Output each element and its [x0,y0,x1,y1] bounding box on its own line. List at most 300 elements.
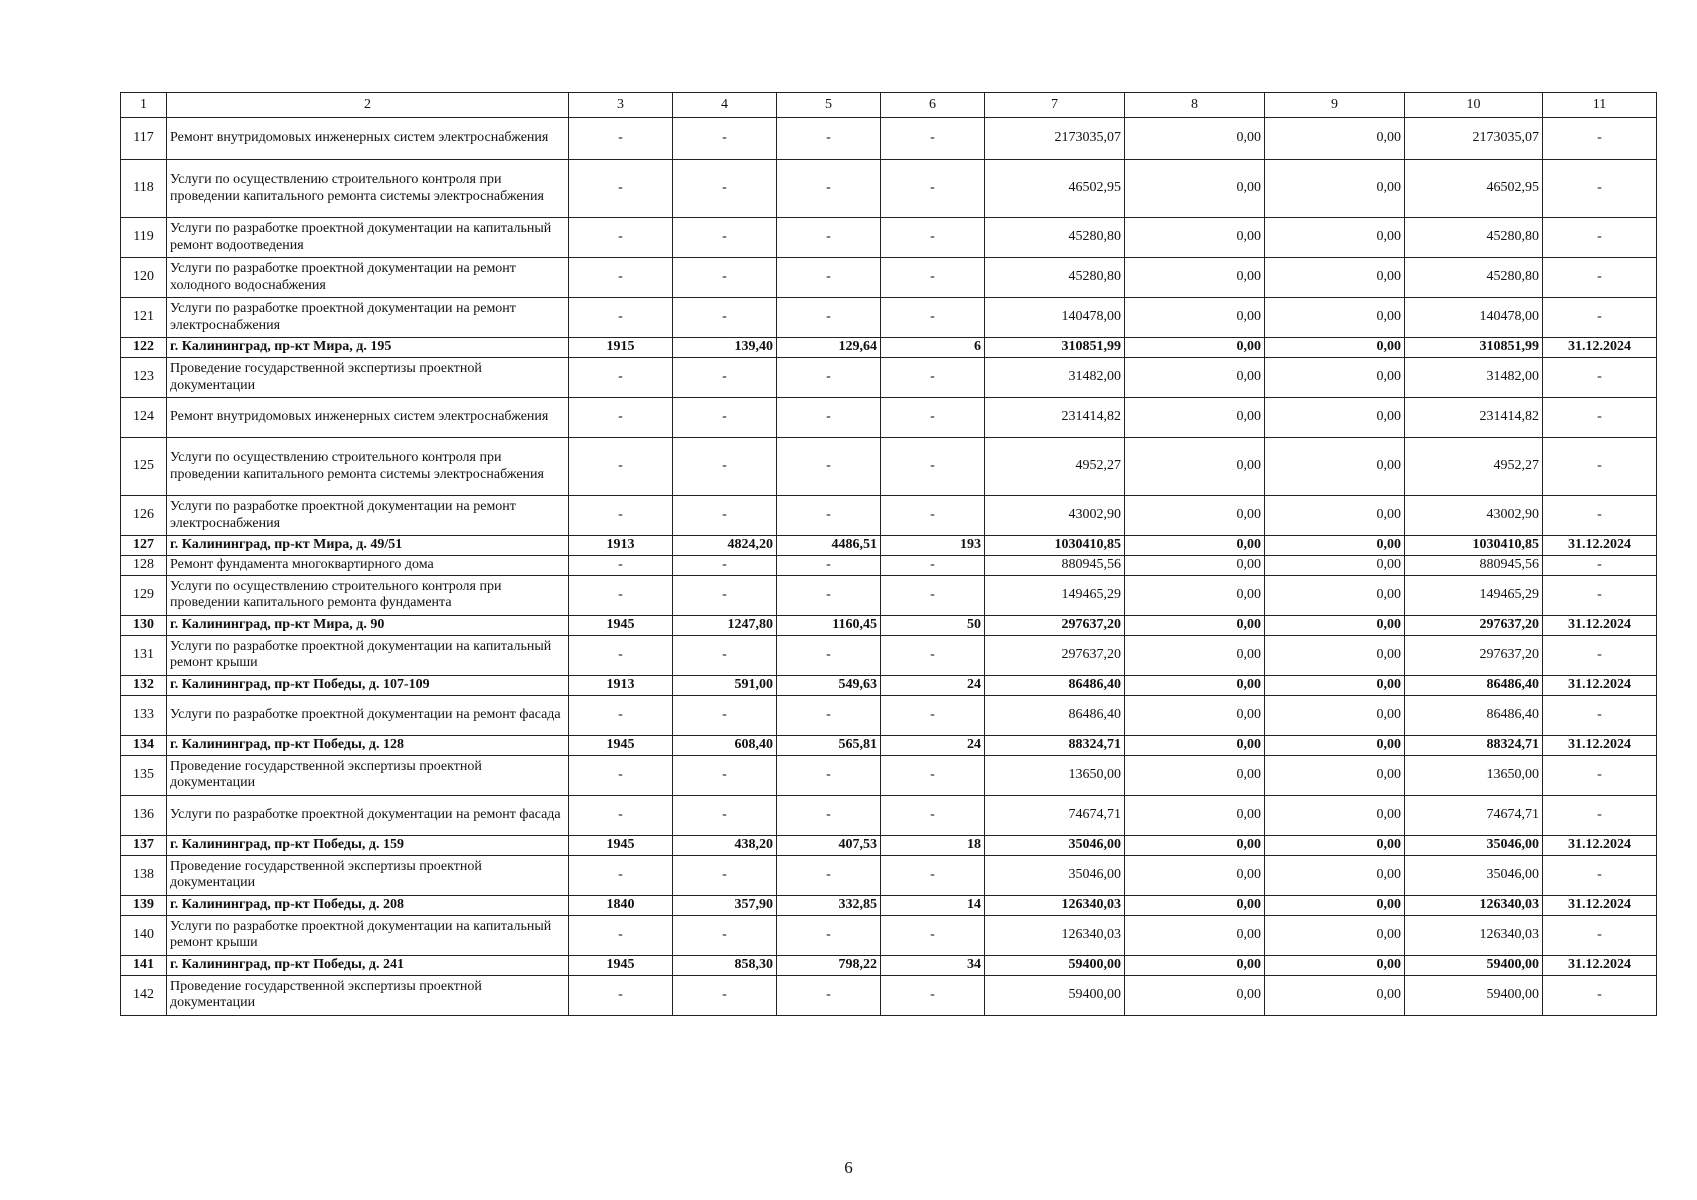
column-header-7: 7 [985,93,1125,118]
work-name-cell: Проведение государственной экспертизы проектной документации [167,358,569,398]
table-row [121,855,1657,895]
budget-cost-cell: 0,00 [1265,338,1405,358]
fund-cost-cell: 0,00 [1125,575,1265,615]
budget-cost-cell: 0,00 [1265,160,1405,218]
row-number-cell: 121 [121,298,167,338]
living-area-cell: 798,22 [777,955,881,975]
deadline-cell: - [1543,118,1657,160]
residents-cell: 34 [881,955,985,975]
budget-cost-cell: 0,00 [1265,755,1405,795]
total-cost-cell: 1030410,85 [985,536,1125,556]
total-area-cell: - [673,160,777,218]
build-year-cell: - [569,160,673,218]
build-year-cell: - [569,635,673,675]
work-name-cell: г. Калининград, пр-кт Победы, д. 128 [167,735,569,755]
budget-cost-cell: 0,00 [1265,398,1405,438]
deadline-cell: 31.12.2024 [1543,835,1657,855]
residents-cell: 18 [881,835,985,855]
deadline-cell: - [1543,438,1657,496]
owners-cost-cell: 45280,80 [1405,218,1543,258]
owners-cost-cell: 310851,99 [1405,338,1543,358]
living-area-cell: - [777,755,881,795]
table-row [121,258,1657,298]
fund-cost-cell: 0,00 [1125,258,1265,298]
build-year-cell: 1945 [569,615,673,635]
total-area-cell: - [673,218,777,258]
work-name-cell: г. Калининград, пр-кт Победы, д. 159 [167,835,569,855]
living-area-cell: - [777,635,881,675]
deadline-cell: - [1543,795,1657,835]
budget-cost-cell: 0,00 [1265,735,1405,755]
work-name-cell: Услуги по разработке проектной документации на ремонт электроснабжения [167,496,569,536]
work-name-cell: Проведение государственной экспертизы проектной документации [167,855,569,895]
living-area-cell: 565,81 [777,735,881,755]
total-cost-cell: 45280,80 [985,258,1125,298]
work-name-cell: Услуги по осуществлению строительного контроля при проведении капитального ремонта системы электроснабжения [167,438,569,496]
total-area-cell: 139,40 [673,338,777,358]
work-name-cell: Услуги по разработке проектной документации на ремонт фасада [167,695,569,735]
living-area-cell: - [777,298,881,338]
column-header-4: 4 [673,93,777,118]
budget-cost-cell: 0,00 [1265,635,1405,675]
table-body [121,93,1657,1016]
living-area-cell: - [777,975,881,1015]
total-cost-cell: 231414,82 [985,398,1125,438]
residents-cell: - [881,575,985,615]
living-area-cell: - [777,575,881,615]
table-row [121,118,1657,160]
residents-cell: - [881,975,985,1015]
work-name-cell: г. Калининград, пр-кт Мира, д. 90 [167,615,569,635]
deadline-cell: - [1543,855,1657,895]
budget-cost-cell: 0,00 [1265,975,1405,1015]
budget-cost-cell: 0,00 [1265,915,1405,955]
deadline-cell: 31.12.2024 [1543,955,1657,975]
row-number-cell: 125 [121,438,167,496]
fund-cost-cell: 0,00 [1125,675,1265,695]
owners-cost-cell: 43002,90 [1405,496,1543,536]
work-name-cell: Ремонт фундамента многоквартирного дома [167,556,569,576]
total-cost-cell: 13650,00 [985,755,1125,795]
build-year-cell: - [569,755,673,795]
total-cost-cell: 31482,00 [985,358,1125,398]
total-cost-cell: 297637,20 [985,615,1125,635]
owners-cost-cell: 297637,20 [1405,635,1543,675]
build-year-cell: - [569,915,673,955]
fund-cost-cell: 0,00 [1125,218,1265,258]
residents-cell: - [881,855,985,895]
living-area-cell: 549,63 [777,675,881,695]
address-row [121,675,1657,695]
deadline-cell: - [1543,258,1657,298]
living-area-cell: 4486,51 [777,536,881,556]
budget-cost-cell: 0,00 [1265,358,1405,398]
budget-cost-cell: 0,00 [1265,795,1405,835]
fund-cost-cell: 0,00 [1125,895,1265,915]
header-row [121,93,1657,118]
build-year-cell: - [569,855,673,895]
address-row [121,735,1657,755]
owners-cost-cell: 140478,00 [1405,298,1543,338]
row-number-cell: 120 [121,258,167,298]
build-year-cell: 1913 [569,675,673,695]
total-cost-cell: 310851,99 [985,338,1125,358]
table-row [121,358,1657,398]
build-year-cell: - [569,218,673,258]
table-row [121,975,1657,1015]
deadline-cell: 31.12.2024 [1543,615,1657,635]
build-year-cell: - [569,556,673,576]
living-area-cell: 332,85 [777,895,881,915]
owners-cost-cell: 88324,71 [1405,735,1543,755]
budget-cost-cell: 0,00 [1265,496,1405,536]
deadline-cell: - [1543,398,1657,438]
residents-cell: - [881,298,985,338]
total-cost-cell: 297637,20 [985,635,1125,675]
deadline-cell: - [1543,496,1657,536]
total-area-cell: 438,20 [673,835,777,855]
total-area-cell: - [673,695,777,735]
total-area-cell: - [673,755,777,795]
owners-cost-cell: 231414,82 [1405,398,1543,438]
fund-cost-cell: 0,00 [1125,438,1265,496]
column-header-10: 10 [1405,93,1543,118]
owners-cost-cell: 149465,29 [1405,575,1543,615]
fund-cost-cell: 0,00 [1125,358,1265,398]
living-area-cell: - [777,358,881,398]
living-area-cell: - [777,258,881,298]
total-area-cell: 1247,80 [673,615,777,635]
build-year-cell: 1945 [569,955,673,975]
row-number-cell: 138 [121,855,167,895]
total-area-cell: - [673,358,777,398]
deadline-cell: - [1543,695,1657,735]
total-cost-cell: 4952,27 [985,438,1125,496]
owners-cost-cell: 13650,00 [1405,755,1543,795]
total-area-cell: 357,90 [673,895,777,915]
owners-cost-cell: 45280,80 [1405,258,1543,298]
total-cost-cell: 149465,29 [985,575,1125,615]
build-year-cell: 1913 [569,536,673,556]
total-cost-cell: 880945,56 [985,556,1125,576]
living-area-cell: 1160,45 [777,615,881,635]
work-name-cell: Услуги по осуществлению строительного контроля при проведении капитального ремонта фундамента [167,575,569,615]
table-row [121,298,1657,338]
owners-cost-cell: 1030410,85 [1405,536,1543,556]
budget-cost-cell: 0,00 [1265,855,1405,895]
total-area-cell: - [673,398,777,438]
total-cost-cell: 45280,80 [985,218,1125,258]
residents-cell: - [881,398,985,438]
column-header-3: 3 [569,93,673,118]
total-cost-cell: 35046,00 [985,855,1125,895]
build-year-cell: - [569,118,673,160]
living-area-cell: - [777,855,881,895]
build-year-cell: 1915 [569,338,673,358]
deadline-cell: - [1543,556,1657,576]
row-number-cell: 136 [121,795,167,835]
total-cost-cell: 59400,00 [985,955,1125,975]
row-number-cell: 140 [121,915,167,955]
fund-cost-cell: 0,00 [1125,615,1265,635]
deadline-cell: - [1543,298,1657,338]
total-area-cell: 4824,20 [673,536,777,556]
residents-cell: - [881,118,985,160]
deadline-cell: - [1543,218,1657,258]
table-row [121,755,1657,795]
owners-cost-cell: 880945,56 [1405,556,1543,576]
total-cost-cell: 43002,90 [985,496,1125,536]
total-cost-cell: 35046,00 [985,835,1125,855]
budget-cost-cell: 0,00 [1265,895,1405,915]
row-number-cell: 118 [121,160,167,218]
row-number-cell: 137 [121,835,167,855]
row-number-cell: 124 [121,398,167,438]
deadline-cell: 31.12.2024 [1543,735,1657,755]
residents-cell: - [881,915,985,955]
living-area-cell: - [777,438,881,496]
row-number-cell: 135 [121,755,167,795]
owners-cost-cell: 86486,40 [1405,675,1543,695]
total-area-cell: - [673,496,777,536]
residents-cell: - [881,258,985,298]
owners-cost-cell: 2173035,07 [1405,118,1543,160]
row-number-cell: 122 [121,338,167,358]
budget-cost-cell: 0,00 [1265,556,1405,576]
owners-cost-cell: 74674,71 [1405,795,1543,835]
total-area-cell: 591,00 [673,675,777,695]
build-year-cell: - [569,398,673,438]
total-cost-cell: 46502,95 [985,160,1125,218]
work-name-cell: г. Калининград, пр-кт Победы, д. 107-109 [167,675,569,695]
build-year-cell: - [569,975,673,1015]
work-name-cell: Услуги по разработке проектной документации на капитальный ремонт водоотведения [167,218,569,258]
table-row [121,496,1657,536]
deadline-cell: - [1543,358,1657,398]
row-number-cell: 132 [121,675,167,695]
build-year-cell: 1840 [569,895,673,915]
build-year-cell: - [569,258,673,298]
budget-cost-cell: 0,00 [1265,298,1405,338]
column-header-11: 11 [1543,93,1657,118]
address-row [121,338,1657,358]
build-year-cell: - [569,438,673,496]
row-number-cell: 133 [121,695,167,735]
total-cost-cell: 140478,00 [985,298,1125,338]
owners-cost-cell: 4952,27 [1405,438,1543,496]
budget-cost-cell: 0,00 [1265,118,1405,160]
budget-cost-cell: 0,00 [1265,218,1405,258]
total-area-cell: - [673,635,777,675]
build-year-cell: - [569,795,673,835]
budget-cost-cell: 0,00 [1265,258,1405,298]
work-name-cell: Проведение государственной экспертизы проектной документации [167,975,569,1015]
row-number-cell: 127 [121,536,167,556]
total-area-cell: - [673,915,777,955]
fund-cost-cell: 0,00 [1125,975,1265,1015]
budget-cost-cell: 0,00 [1265,575,1405,615]
owners-cost-cell: 126340,03 [1405,895,1543,915]
deadline-cell: 31.12.2024 [1543,895,1657,915]
table-row [121,915,1657,955]
data-table [120,92,1657,1016]
table-row [121,398,1657,438]
owners-cost-cell: 31482,00 [1405,358,1543,398]
total-cost-cell: 126340,03 [985,915,1125,955]
deadline-cell: 31.12.2024 [1543,675,1657,695]
fund-cost-cell: 0,00 [1125,915,1265,955]
work-name-cell: Ремонт внутридомовых инженерных систем электроснабжения [167,398,569,438]
residents-cell: 24 [881,735,985,755]
fund-cost-cell: 0,00 [1125,536,1265,556]
fund-cost-cell: 0,00 [1125,118,1265,160]
living-area-cell: - [777,118,881,160]
owners-cost-cell: 86486,40 [1405,695,1543,735]
build-year-cell: - [569,358,673,398]
total-area-cell: - [673,258,777,298]
owners-cost-cell: 297637,20 [1405,615,1543,635]
address-row [121,615,1657,635]
owners-cost-cell: 46502,95 [1405,160,1543,218]
work-name-cell: Проведение государственной экспертизы проектной документации [167,755,569,795]
budget-cost-cell: 0,00 [1265,615,1405,635]
row-number-cell: 142 [121,975,167,1015]
column-header-8: 8 [1125,93,1265,118]
fund-cost-cell: 0,00 [1125,755,1265,795]
deadline-cell: 31.12.2024 [1543,338,1657,358]
residents-cell: - [881,695,985,735]
work-name-cell: Услуги по разработке проектной документации на ремонт холодного водоснабжения [167,258,569,298]
budget-cost-cell: 0,00 [1265,835,1405,855]
row-number-cell: 119 [121,218,167,258]
fund-cost-cell: 0,00 [1125,635,1265,675]
total-cost-cell: 74674,71 [985,795,1125,835]
column-header-1: 1 [121,93,167,118]
column-header-9: 9 [1265,93,1405,118]
row-number-cell: 126 [121,496,167,536]
fund-cost-cell: 0,00 [1125,835,1265,855]
work-name-cell: г. Калининград, пр-кт Мира, д. 195 [167,338,569,358]
table-row [121,218,1657,258]
budget-cost-cell: 0,00 [1265,695,1405,735]
total-cost-cell: 126340,03 [985,895,1125,915]
table-row [121,695,1657,735]
table-row [121,160,1657,218]
residents-cell: 14 [881,895,985,915]
budget-cost-cell: 0,00 [1265,438,1405,496]
living-area-cell: - [777,160,881,218]
living-area-cell: - [777,218,881,258]
total-area-cell: - [673,575,777,615]
total-area-cell: - [673,855,777,895]
total-area-cell: - [673,556,777,576]
total-area-cell: 858,30 [673,955,777,975]
deadline-cell: - [1543,755,1657,795]
fund-cost-cell: 0,00 [1125,398,1265,438]
table-row [121,635,1657,675]
total-cost-cell: 2173035,07 [985,118,1125,160]
residents-cell: - [881,438,985,496]
row-number-cell: 123 [121,358,167,398]
total-area-cell: - [673,975,777,1015]
column-header-2: 2 [167,93,569,118]
residents-cell: 24 [881,675,985,695]
work-name-cell: Услуги по разработке проектной документации на капитальный ремонт крыши [167,635,569,675]
total-cost-cell: 86486,40 [985,695,1125,735]
build-year-cell: - [569,695,673,735]
residents-cell: - [881,556,985,576]
budget-cost-cell: 0,00 [1265,675,1405,695]
address-row [121,955,1657,975]
fund-cost-cell: 0,00 [1125,855,1265,895]
living-area-cell: - [777,496,881,536]
row-number-cell: 117 [121,118,167,160]
living-area-cell: 407,53 [777,835,881,855]
table-row [121,438,1657,496]
owners-cost-cell: 59400,00 [1405,955,1543,975]
total-area-cell: - [673,795,777,835]
table-row [121,795,1657,835]
row-number-cell: 141 [121,955,167,975]
residents-cell: 50 [881,615,985,635]
address-row [121,835,1657,855]
table-row [121,556,1657,576]
table-row [121,575,1657,615]
work-name-cell: г. Калининград, пр-кт Победы, д. 241 [167,955,569,975]
work-name-cell: Услуги по разработке проектной документации на ремонт электроснабжения [167,298,569,338]
row-number-cell: 131 [121,635,167,675]
total-area-cell: - [673,438,777,496]
residents-cell: - [881,218,985,258]
fund-cost-cell: 0,00 [1125,556,1265,576]
total-area-cell: - [673,298,777,338]
row-number-cell: 128 [121,556,167,576]
living-area-cell: - [777,695,881,735]
column-header-5: 5 [777,93,881,118]
deadline-cell: - [1543,635,1657,675]
residents-cell: 6 [881,338,985,358]
fund-cost-cell: 0,00 [1125,338,1265,358]
work-name-cell: г. Калининград, пр-кт Победы, д. 208 [167,895,569,915]
page-number: 6 [844,1158,853,1177]
residents-cell: - [881,160,985,218]
column-header-6: 6 [881,93,985,118]
living-area-cell: - [777,556,881,576]
total-area-cell: 608,40 [673,735,777,755]
fund-cost-cell: 0,00 [1125,695,1265,735]
residents-cell: - [881,755,985,795]
work-name-cell: Услуги по разработке проектной документации на капитальный ремонт крыши [167,915,569,955]
deadline-cell: 31.12.2024 [1543,536,1657,556]
row-number-cell: 130 [121,615,167,635]
fund-cost-cell: 0,00 [1125,298,1265,338]
build-year-cell: 1945 [569,835,673,855]
total-cost-cell: 88324,71 [985,735,1125,755]
residents-cell: - [881,496,985,536]
build-year-cell: - [569,496,673,536]
work-name-cell: Ремонт внутридомовых инженерных систем электроснабжения [167,118,569,160]
residents-cell: 193 [881,536,985,556]
address-row [121,536,1657,556]
residents-cell: - [881,795,985,835]
residents-cell: - [881,635,985,675]
owners-cost-cell: 35046,00 [1405,835,1543,855]
living-area-cell: - [777,915,881,955]
fund-cost-cell: 0,00 [1125,160,1265,218]
work-name-cell: г. Калининград, пр-кт Мира, д. 49/51 [167,536,569,556]
living-area-cell: - [777,795,881,835]
fund-cost-cell: 0,00 [1125,735,1265,755]
